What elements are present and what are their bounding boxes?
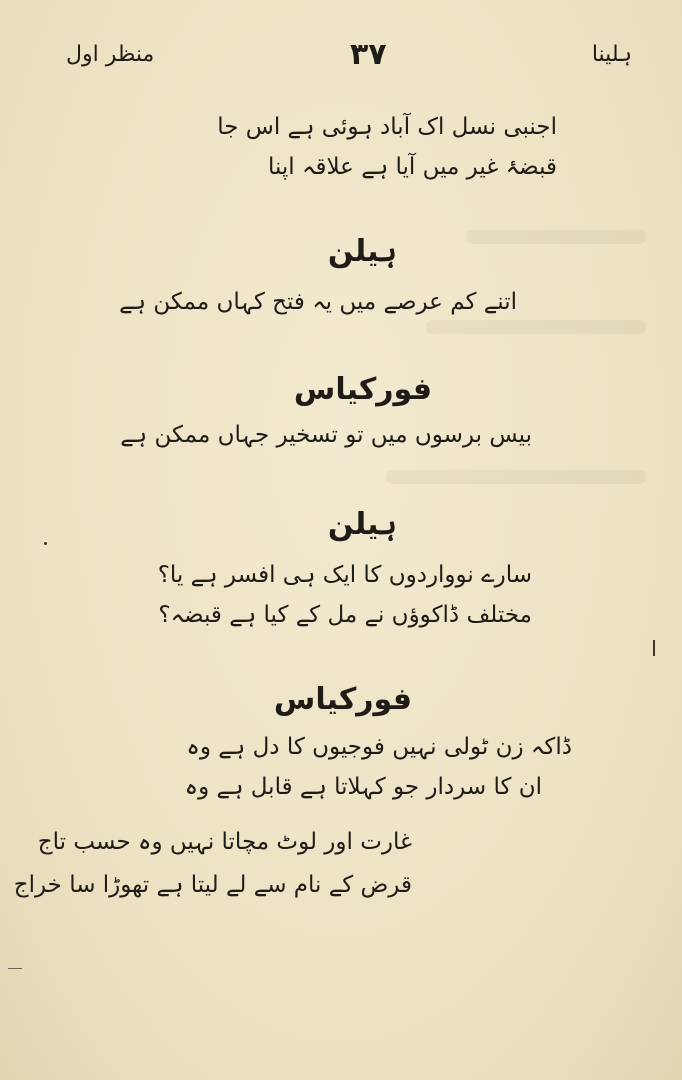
ink-stroke [8,968,22,969]
ink-stroke [653,640,655,656]
verse-line: ڈاکہ زن ٹولی نہیں فوجیوں کا دل ہے وہ [186,734,572,760]
verse-line: بیس برسوں میں تو تسخیر جہاں ممکن ہے [120,422,532,448]
verse-line: قبضۂ غیر میں آیا ہے علاقہ اپنا [267,154,557,180]
verse-line: مختلف ڈاکوؤں نے مل کے کیا ہے قبضہ؟ [158,602,532,628]
bleed-through-mark [466,230,646,244]
verse-line: ان کا سردار جو کہلاتا ہے قابل ہے وہ [184,774,542,800]
ink-speck [44,542,47,545]
page-number: ۳۷ [350,37,387,72]
speaker-name: ہیلن [327,507,397,542]
speaker-name: ہیلن [327,234,397,269]
verse-line: اجنبی نسل اک آباد ہوئی ہے اس جا [217,114,557,140]
book-title: ہلینا [591,42,632,67]
chapter-title: منظر اول [66,42,155,67]
speaker-name: فورکیاس [273,682,412,717]
bleed-through-mark [426,320,646,334]
verse-line: غارت اور لوٹ مچاتا نہیں وہ حسب تاج [37,829,412,855]
page-header [40,38,652,78]
verse-line: سارے نوواردوں کا ایک ہی افسر ہے یا؟ [157,562,532,588]
verse-line: قرض کے نام سے لے لیتا ہے تھوڑا سا خراج [13,872,412,898]
speaker-name: فورکیاس [293,372,432,407]
verse-line: اتنے کم عرصے میں یہ فتح کہاں ممکن ہے [119,289,517,315]
bleed-through-mark [386,470,646,484]
